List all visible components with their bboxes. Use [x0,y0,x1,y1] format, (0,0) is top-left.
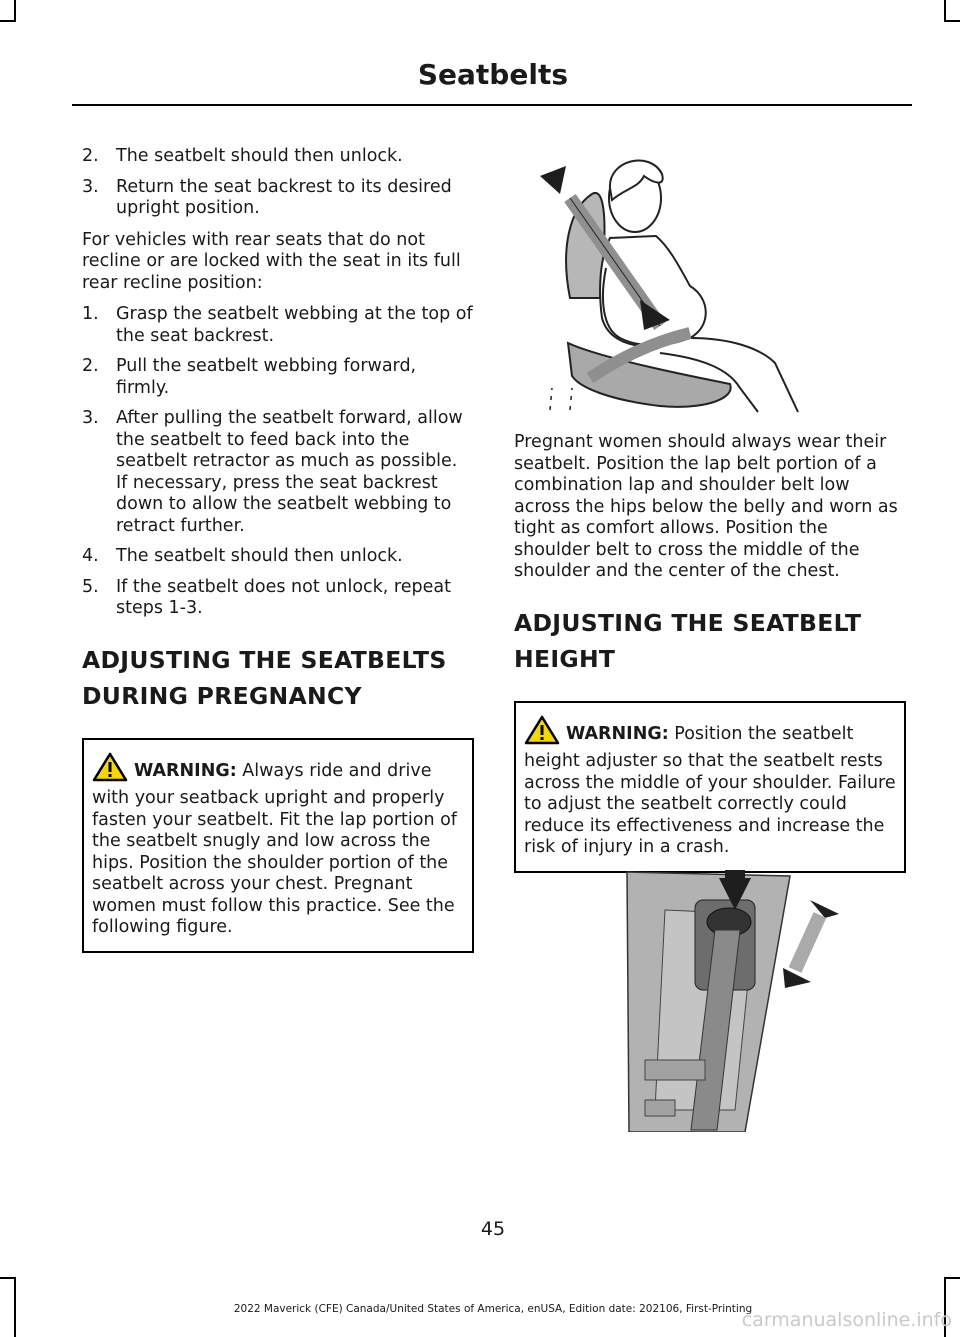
footer-edition-info: 2022 Maverick (CFE) Canada/United States of America, enUSA, Edition date: 202106, First-Printing [233,1303,753,1315]
steps-list-b [82,304,474,620]
list-item: 2. The seatbelt should then unlock. [82,146,403,166]
crop-mark [0,20,16,22]
height-adjuster-figure [625,870,845,1132]
crop-mark [14,0,16,22]
steps-list-a [82,146,474,220]
warning-text: Always ride and drive with your seatback upright and properly fasten your seatbelt. Fit the lap portion of the seatbelt snugly and low across the hips. Position the shoulder portion of the seatbelt across your chest. Pregnant women must follow this practice. See the following figure. [92,760,457,937]
warning-text: Position the seatbelt height adjuster so that the seatbelt rests across the middle of your shoulder. Failure to adjust the seatbelt correctly could reduce its effectiveness and increase the risk of injury in a crash. [524,723,896,857]
page-number: 45 [480,1218,506,1240]
warning-triangle-icon [92,752,128,789]
crop-mark [944,1277,960,1279]
watermark: carmanualsonline.info [741,1309,952,1331]
warning-label: WARNING: [134,760,237,781]
pregnancy-seatbelt-figure [540,148,810,416]
intro-paragraph: For vehicles with rear seats that do not recline or are locked with the seat in its full rear recline position: [82,229,461,293]
warning-label: WARNING: [566,723,669,744]
list-item: 5. If the seatbelt does not unlock, repeat steps 1-3. [82,576,451,618]
warning-box [82,738,474,953]
right-column [514,432,906,873]
header-divider [72,104,912,106]
list-item: 2. Pull the seatbelt webbing forward, firmly. [82,356,417,398]
warning-triangle-icon [524,715,560,752]
list-item: 4. The seatbelt should then unlock. [82,546,403,566]
section-heading-pregnancy: ADJUSTING THE SEATBELTS DURING PREGNANCY [82,645,447,710]
section-heading-height: ADJUSTING THE SEATBELT HEIGHT [514,608,862,673]
crop-mark [944,0,946,22]
page-title: Seatbelts [417,58,568,91]
list-item: 3. After pulling the seatbelt forward, allow the seatbelt to feed back into the seatbelt retractor as much as possible. If necessary, press the seat backrest down to allow the seatbelt webbing to retract further. [82,408,463,536]
pregnancy-paragraph: Pregnant women should always wear their seatbelt. Position the lap belt portion of a combination lap and shoulder belt low across the hips below the belly and worn as tight as comfort allows. Position the shoulder belt to cross the middle of the shoulder and the center of the chest. [514,432,898,581]
warning-box [514,701,906,873]
crop-mark [0,1277,16,1279]
left-column [82,146,474,953]
list-item: 1. Grasp the seatbelt webbing at the top of the seat backrest. [82,304,473,346]
list-item: 3. Return the seat backrest to its desired upright position. [82,176,452,218]
crop-mark [944,20,960,22]
